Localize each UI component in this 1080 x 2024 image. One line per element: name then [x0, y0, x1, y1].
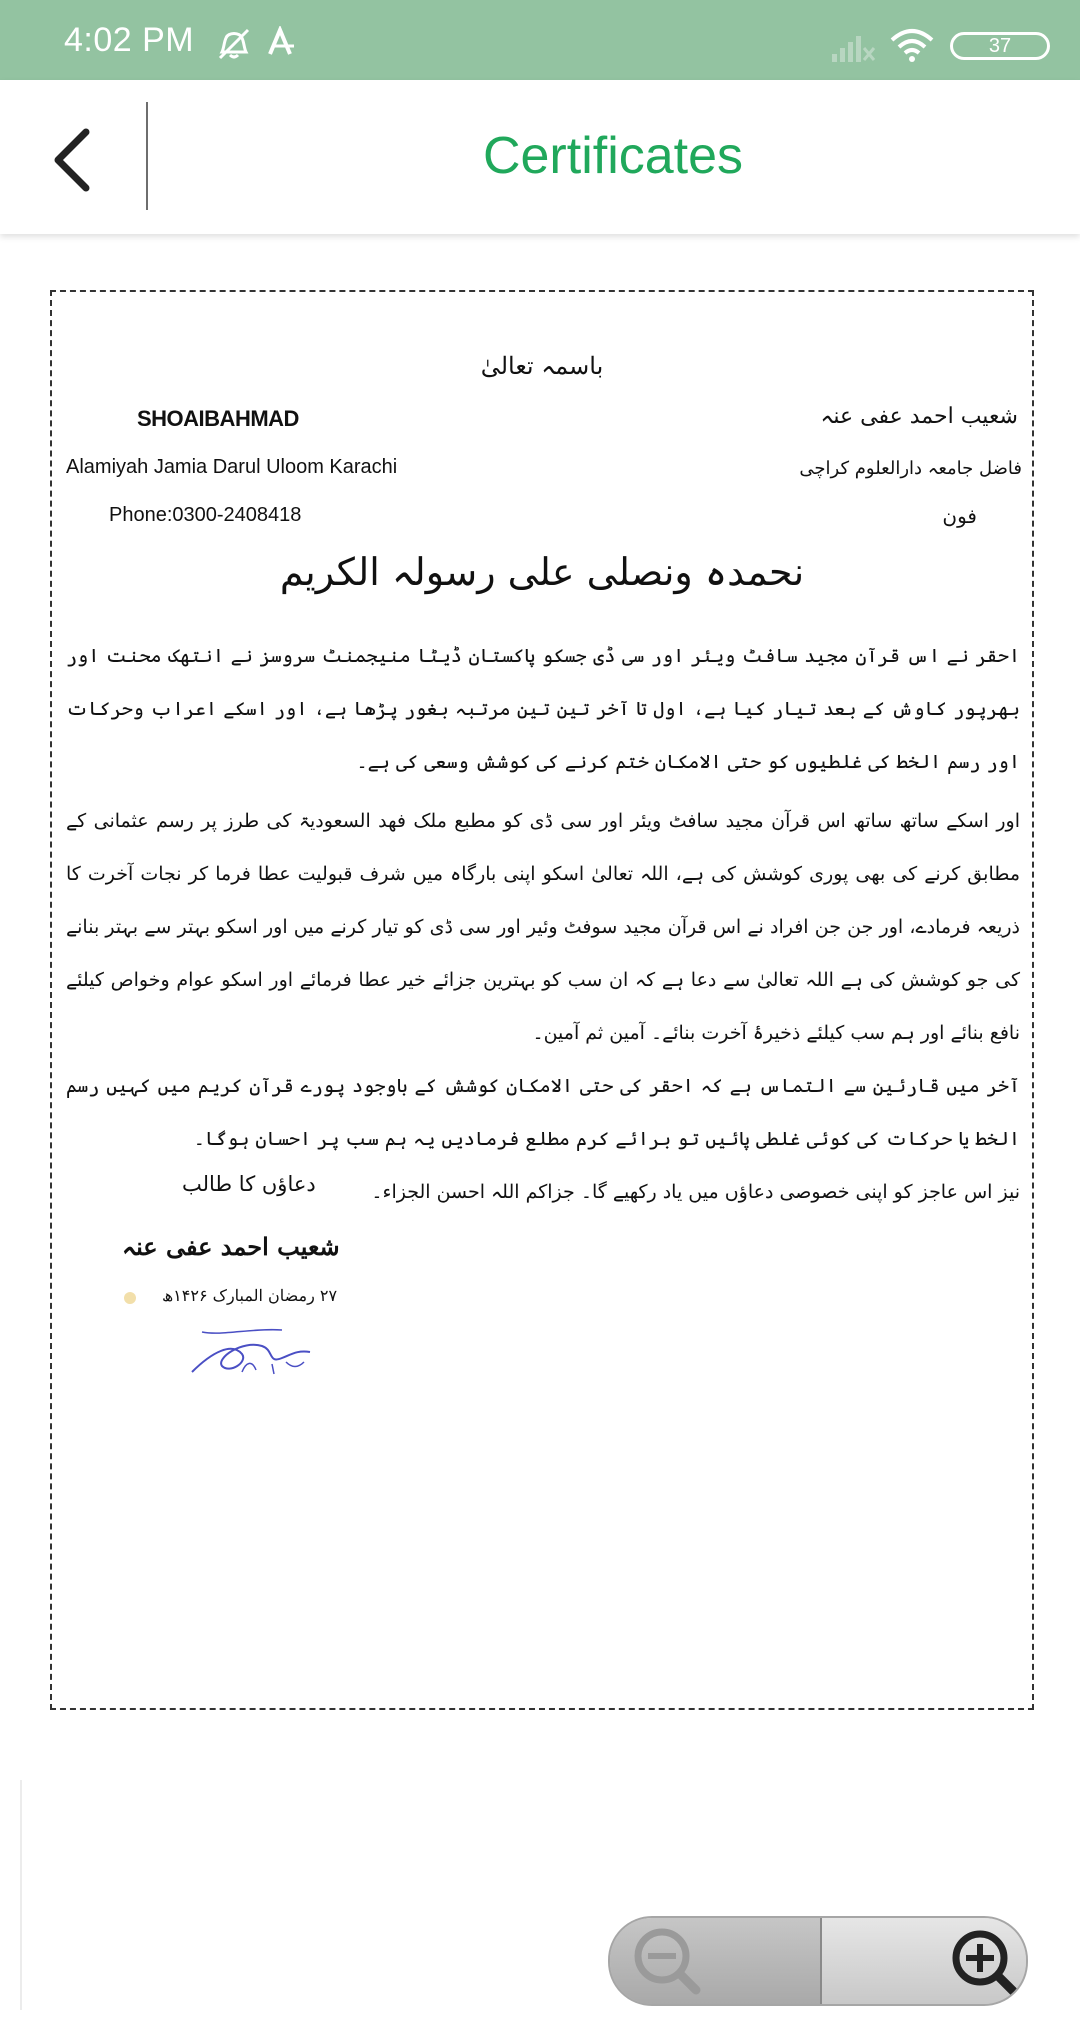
bismillah-text: باسمہ تعالیٰ	[480, 352, 604, 380]
signal-icon	[830, 30, 878, 68]
status-bar	[0, 0, 1080, 80]
english-phone: Phone:0300-2408418	[109, 504, 302, 526]
urdu-name: شعیب احمد عفی عنہ	[820, 404, 1018, 429]
certificate-document	[50, 290, 1034, 1710]
english-name: SHOAIBAHMAD	[137, 406, 299, 431]
battery-icon: 37	[950, 32, 1050, 60]
app-bar	[0, 80, 1080, 234]
muted-bell-icon	[214, 26, 254, 66]
sign-date: ۲۷ رمضان المبارک ۱۴۲۶ھ	[162, 1286, 338, 1305]
back-button[interactable]	[40, 120, 110, 200]
english-institution: Alamiyah Jamia Darul Uloom Karachi	[66, 456, 398, 478]
zoom-in-button[interactable]	[822, 1918, 1028, 2004]
zoom-controls	[608, 1916, 1028, 2006]
a-notification-icon	[266, 26, 298, 62]
paragraph-2: اور اسکے ساتھ ساتھ اس قرآن مجید سافٹ ویئر اور سی ڈی کو مطبع ملک فھد السعودیۃ کی طرز پر رسم عثمانی کے مطابق کرنے کی بھی پوری کوشش کی ہے، اللہ تعالیٰ اسکو اپنی بارگاہ میں شرف قبولیت عطا فرما کر نجات آخرت کا ذریعہ فرمادے، اور جن جن افراد نے اس قرآن مجید سوفٹ وئیر اور سی ڈی کو تیار کرنے میں اور اسکو بہتر سے بہتر بنانے کی جو کوشش کی ہے اللہ تعالیٰ سے دعا ہے کہ ان سب کو بہترین جزائے خیر عطا فرمائے اور اسکو عوام وخواص کیلئے نافع بنائے اور ہم سب کیلئے ذخیرۂ آخرت بنائے۔ آمین ثم آمین۔	[66, 810, 1020, 1044]
zoom-out-button[interactable]	[610, 1918, 820, 2004]
paragraph-1: احقر نے اس قرآن مجید سافٹ ویئر اور سی ڈی جسکو پاکستان ڈیٹا منیجمنٹ سروسز نے انتھک محنت اور بھرپور کاوش کے بعد تیار کیا ہے، اول تا آخر تین تین مرتبہ بغور پڑھا ہے، اور اسکے اعراب وحرکات اور رسم الخط کی غلطیوں کو حتی الامکان ختم کرنے کی کوشش وسعی کی ہے۔	[66, 645, 1020, 773]
paragraph-4: نیز اس عاجز کو اپنی خصوصی دعاؤں میں یاد رکھیے گا۔ جزاکم اللہ احسن الجزاء۔	[371, 1181, 1020, 1203]
certificate-body	[66, 630, 1020, 1219]
chevron-left-icon	[40, 120, 110, 200]
sign-request: دعاؤں کا طالب	[182, 1172, 316, 1196]
ink-dot	[124, 1292, 136, 1304]
scroll-edge	[20, 1780, 22, 2010]
zoom-in-icon	[822, 1918, 1028, 2004]
page-title: Certificates	[482, 127, 744, 185]
zoom-out-icon	[610, 1918, 820, 2004]
paragraph-3: آخر میں قارئین سے التماس ہے کہ احقر کی حتی الامکان کوشش کے باوجود پورے قرآن کریم میں کہیں رسم الخط یا حرکات کی کوئی غلطی پائیں تو برائے کرم مطلع فرمادیں یہ ہم سب پر احسان ہوگا۔	[66, 1075, 1020, 1150]
signatory-name: شعیب احمد عفی عنہ	[122, 1232, 340, 1261]
wifi-icon	[890, 28, 934, 66]
status-time: 4:02 PM	[64, 21, 195, 59]
handwritten-signature	[182, 1312, 332, 1396]
certificate-heading: نحمدہ ونصلی علی رسولہ الکریم	[279, 550, 805, 594]
urdu-institution: فاضل جامعہ دارالعلوم کراچی	[799, 458, 1022, 479]
urdu-phone: فون	[942, 504, 977, 528]
